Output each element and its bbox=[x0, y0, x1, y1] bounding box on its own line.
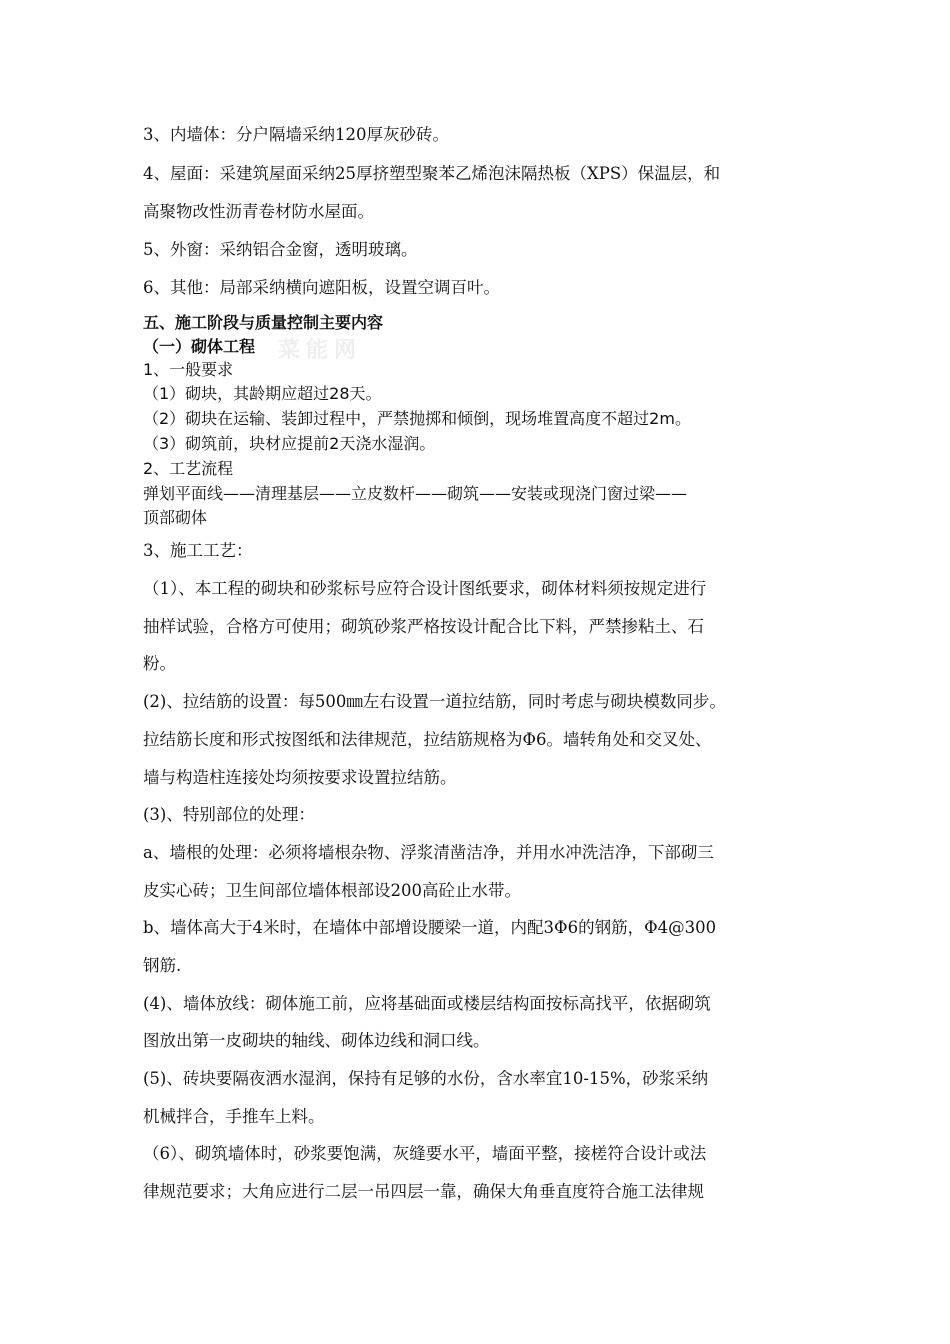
text-line: 1、一般要求 bbox=[143, 360, 234, 379]
text-line: 2、工艺流程 bbox=[143, 459, 234, 478]
text-line: （6）、砌筑墙体时，砂浆要饱满，灰缝要水平，墙面平整，接槎符合设计或法 bbox=[143, 1144, 707, 1163]
text-line: 高聚物改性沥青卷材防水屋面。 bbox=[143, 202, 374, 221]
text-line: 顶部砌体 bbox=[143, 508, 208, 527]
text-line: （1）、本工程的砌块和砂浆标号应符合设计图纸要求，砌体材料须按规定进行 bbox=[143, 579, 707, 598]
text-line: 3、内墙体：分户隔墙采纳120厚灰砂砖。 bbox=[143, 125, 449, 144]
text-line: 5、外窗：采纳铝合金窗，透明玻璃。 bbox=[143, 240, 418, 259]
text-line: (3)、特别部位的处理： bbox=[143, 805, 315, 824]
text-line: 抽样试验，合格方可使用；砌筑砂浆严格按设计配合比下料，严禁掺粘土、石 bbox=[143, 617, 704, 636]
text-line: 皮实心砖；卫生间部位墙体根部设200高砼止水带。 bbox=[143, 881, 521, 900]
text-line: 机械拌合，手推车上料。 bbox=[143, 1107, 325, 1126]
text-line: 钢筋. bbox=[143, 956, 182, 975]
text-line: 弹划平面线——清理基层——立皮数杆——砌筑——安装或现浇门窗过梁—— bbox=[143, 484, 688, 503]
text-line: (2)、拉结筋的设置：每500㎜左右设置一道拉结筋，同时考虑与砌块模数同步。 bbox=[143, 692, 726, 711]
text-line: 图放出第一皮砌块的轴线、砌体边线和洞口线。 bbox=[143, 1031, 490, 1050]
text-line: b、墙体高大于4米时，在墙体中部增设腰梁一道，内配3Φ6的钢筋，Φ4@300 bbox=[143, 918, 717, 937]
text-line: 拉结筋长度和形式按图纸和法律规范，拉结筋规格为Φ6。墙转角处和交叉处、 bbox=[143, 730, 712, 749]
subsection-heading: （一）砌体工程 bbox=[143, 337, 256, 356]
text-line: 4、屋面：采建筑屋面采纳25厚挤塑型聚苯乙烯泡沫隔热板（XPS）保温层，和 bbox=[143, 164, 721, 183]
text-line: 律规范要求；大角应进行二层一吊四层一靠，确保大角垂直度符合施工法律规 bbox=[143, 1182, 704, 1201]
text-line: 6、其他：局部采纳横向遮阳板，设置空调百叶。 bbox=[143, 278, 500, 297]
text-line: a、墙根的处理：必须将墙根杂物、浮浆清凿洁净，并用水冲洗洁净，下部砌三 bbox=[143, 843, 714, 862]
text-line: 墙与构造柱连接处均须按要求设置拉结筋。 bbox=[143, 768, 457, 787]
watermark: 菜能网 bbox=[278, 338, 363, 363]
text-line: （1）砌块，其龄期应超过28天。 bbox=[143, 384, 382, 403]
text-line: （3）砌筑前，块材应提前2天浇水湿润。 bbox=[143, 434, 436, 453]
text-line: 粉。 bbox=[143, 654, 176, 673]
text-line: (4)、墙体放线：砌体施工前，应将基础面或楼层结构面按标高找平，依据砌筑 bbox=[143, 994, 711, 1013]
section-heading: 五、施工阶段与质量控制主要内容 bbox=[143, 313, 384, 332]
text-line: （2）砌块在运输、装卸过程中，严禁抛掷和倾倒，现场堆置高度不超过2m。 bbox=[143, 409, 691, 428]
text-line: 3、施工工艺： bbox=[143, 541, 253, 560]
text-line: (5)、砖块要隔夜洒水湿润，保持有足够的水份，含水率宜10-15%，砂浆采纳 bbox=[143, 1069, 709, 1088]
